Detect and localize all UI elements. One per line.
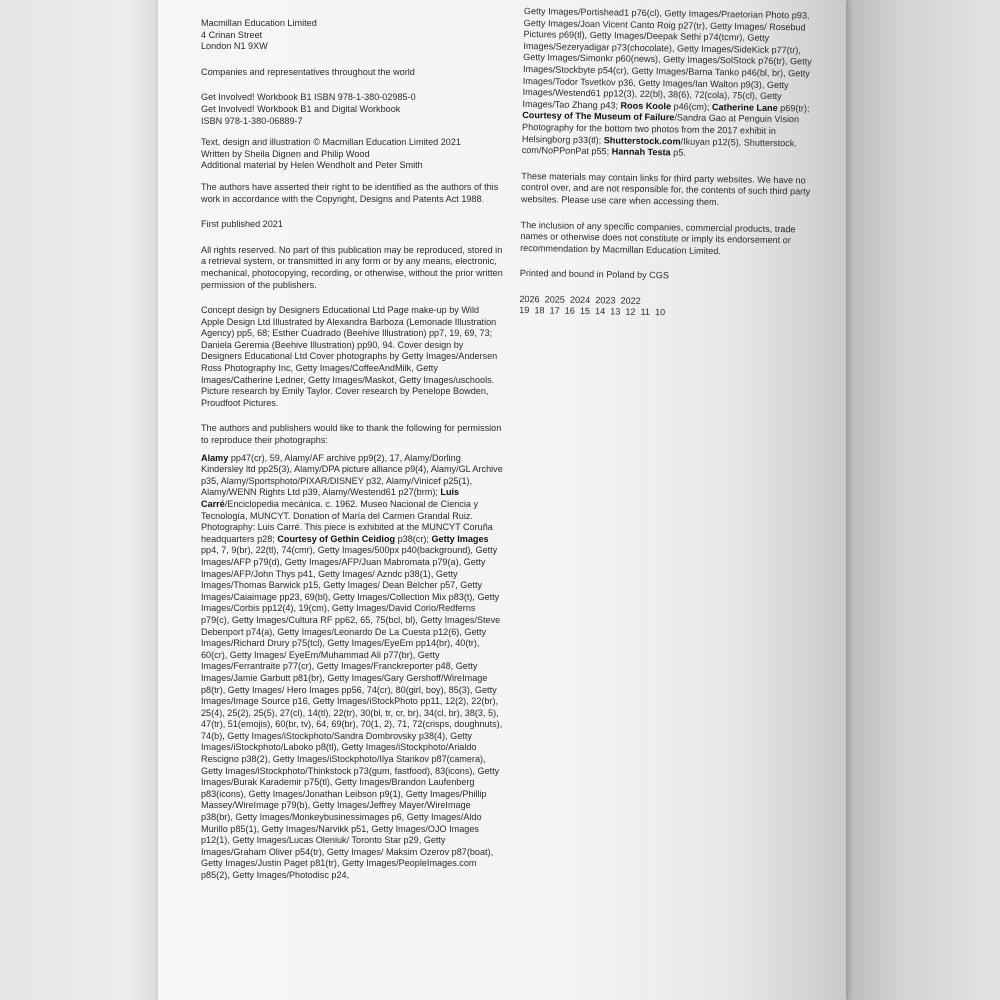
ack-detail: Getty Images/Portishead1 p76(cl), Getty Images/Praetorian Photo p93, Getty Images/Joan Vicent Canto Roig p27(tr), Getty Images/ Rosebud Pictures p69(tl), Getty Images/Deepak Sethi p74(tcmr), Getty Images/Sezeryadigar p73(chocolate), Getty Images/SideKick p77(tr), Getty Images/Simonkr p60(news), Getty Images/SolStock p76(tr), Getty Images/Stockbyte p54(cr), Getty Images/Barna Tanko p46(bl, br), Getty Images/Todor Tsvetkov p36, Getty Images/Ian Walton p9(3), Getty Images/Westend61 pp12(3), 22(bl), 38(6), 72(cola), 75(cl), Getty Images/Tao Zhang p43;: [522, 6, 812, 111]
credits-line: Written by Sheila Dignen and Philip Wood: [201, 148, 370, 159]
ack-source: Courtesy of The Museum of Failure: [522, 110, 675, 123]
ack-source: Catherine Lane: [711, 101, 778, 113]
ack-source: Getty Images: [431, 533, 489, 544]
credits-line: Additional material by Helen Wendholt and Peter Smith: [201, 160, 423, 171]
credits-line: Text, design and illustration © Macmillan Education Limited 2021: [201, 137, 461, 148]
isbn-block: [201, 92, 503, 127]
isbn-line: Get Involved! Workbook B1 ISBN 978-1-380-02985-0: [201, 92, 416, 103]
address-line: 4 Crinan Street: [201, 29, 263, 40]
ack-source: Alamy: [201, 452, 229, 463]
ack-source: Shutterstock.com: [603, 134, 681, 147]
ack-source: Courtesy of Gethin Ceidiog: [277, 533, 396, 544]
authors-rights: The authors have asserted their right to be identified as the authors of this work in accordance with the Copyright, Designs and Patents Act 1988.: [201, 181, 499, 204]
ack-source: Luis Carré: [201, 487, 460, 509]
acknowledgements-left: [201, 453, 503, 882]
first-published: First published 2021: [201, 219, 283, 230]
print-years: 2026 2025 2024 2023 2022: [519, 293, 641, 306]
desk-background-right: [840, 0, 1000, 1000]
desk-background-left: [0, 0, 160, 1000]
ack-detail: /Enciclopedia mecánica. c. 1962. Museo Nacional de Ciencia y Tecnología, MUNCYT. Donation of María del Carmen Grandal Ruiz. Photography: Luis Carré. This piece is exhibited at the MUNCYT Coruña headquarters p28;: [201, 499, 493, 544]
left-column: [201, 18, 503, 892]
ack-detail: p5.: [670, 147, 686, 158]
right-column: [519, 6, 819, 332]
ack-detail: /Sandra Gao at Penguin Vision Photography for the bottom two photos from the 2017 exhibit in Helsingborg p33(tl);: [521, 112, 800, 145]
print-run: [519, 294, 814, 322]
ack-detail: pp47(cr), 59, Alamy/AF archive pp9(2), 17, Alamy/Dorling Kindersley ltd pp25(3), Alamy/DPA picture alliance p9(4), Alamy/GL Archive p35, Alamy/Sportsphoto/PIXAR/DISNEY p32, Alamy/Vinicef p25(1), Alamy/WENN Rights Ltd p39, Alamy/Westend61 p27(brm);: [201, 452, 503, 498]
ack-source: Hannah Testa: [611, 146, 671, 158]
printed-notice: Printed and bound in Poland by CGS: [519, 268, 670, 281]
ack-detail: /Ikuyan p12(5), Shutterstock. com/NoPPonPat p55;: [521, 136, 797, 157]
ack-detail: p69(tr);: [777, 102, 810, 114]
print-numbers: 19 18 17 16 15 14 13 12 11 10: [519, 305, 666, 318]
publisher-address: [201, 18, 503, 53]
ack-detail: p38(cr);: [395, 533, 432, 544]
ack-detail: p46(cm);: [670, 101, 713, 112]
address-line: London N1 9XW: [201, 41, 268, 52]
endorsement-notice: The inclusion of any specific companies, commercial products, trade names or otherwise does not constitute or imply its endorsement or recommendation by Macmillan Education Limited.: [520, 219, 796, 256]
address-line: Macmillan Education Limited: [201, 18, 317, 28]
ack-source: Roos Koole: [620, 100, 672, 112]
design-credits: Concept design by Designers Educational Ltd Page make-up by Wild Apple Design Ltd Illustrated by Alexandra Barboza (Lemonade Illustration Agency) pp5, 68; Esther Cuadrado (Beehive Illustration) pp7, 19, 69, 73; Daniela Geremia (Beehive Illustration) pp90, 94. Cover design by Designers Educational Ltd Cover photographs by Getty Images/Andersen Ross Photography Inc, Getty Images/CoffeeAndMilk, Getty Images/Catherine Ledner, Getty Images/Maskot, Getty Images/uschools. Picture research by Emily Taylor. Cover research by Penelope Bowden, Proudfoot Pictures.: [201, 305, 498, 408]
isbn-line: ISBN 978-1-380-06889-7: [201, 115, 303, 126]
acknowledgements-intro: The authors and publishers would like to thank the following for permission to reproduce their photographs:: [201, 423, 502, 446]
credits-block: [201, 137, 503, 172]
third-party-notice: These materials may contain links for third party websites. We have no control over, and are not responsible for, the contents of such third party websites. Please use care when accessing them.: [520, 170, 811, 207]
acknowledgements-right: [522, 6, 819, 161]
isbn-line: Get Involved! Workbook B1 and Digital Workbook: [201, 103, 401, 114]
ack-detail: pp4, 7, 9(br), 22(tl), 74(cmr), Getty Images/500px p40(background), Getty Images/AFP p79(d), Getty Images/AFP/Juan Mabromata p79(a), Getty Images/AFP/John Thys p41, Getty Images/ Azndc p38(1), Getty Images/Thomas Barwick p15, Getty Images/ Dean Belcher p57, Getty Images/Caiaimage pp23, 69(bl), Getty Images/Collection Mix p83(t), Getty Images/Corbis pp12(4), 19(cm), Getty Images/David Corio/Redferns p79(c), Getty Images/Cultura RF pp62, 65, 75(bcl, bl), Getty Images/Steve Debenport p74(a), Getty Images/Leonardo De La Cuesta p12(6), Getty Images/Richard Drury p75(tcl), Getty Images/EyeEm pp14(br), 40(tr), 60(cr), Getty Images/ EyeEm/Muhammad Ali p77(br), Getty Images/Ferrantraite p77(cr), Getty Images/Franckreporter p48, Getty Images/Jamie Garbutt p81(br), Getty Images/Gary Gershoff/WireImage p8(tr), Getty Images/ Hero Images pp56, 74(cr), 80(girl, boy), 85(3), Getty Images/Image Source p16, Getty Images/iStockPhoto pp11, 12(2), 22(br), 25(4), 25(2), 25(5), 27(cl), 14(tl), 22(tr), 30(bl, tr, cr, br), 34(cl, br), 38(3, 5), 47(tr), 51(emojis), 60(br, tv), 64, 69(br), 70(1, 2), 71, 72(crisps, doughnuts), 74(b), Getty Images/iStockphoto/Sandra Dombrovsky p38(4), Getty Images/iStockphoto/Laboko p8(tl), Getty Images/iStockphoto/Arialdo Rescigno p38(2), Getty Images/iStockphoto/Ilya Starikov p87(camera), Getty Images/iStockphoto/Thinkstock p73(gum, fastfood), 83(icons), Getty Images/Burak Karademir p75(tl), Getty Images/Brandon Laufenberg p83(icons), Getty Images/Jonathan Leibson p9(1), Getty Images/Phillip Massey/WireImage p79(b), Getty Images/Jeffrey Mayer/WireImage p38(br), Getty Images/Monkeybusinessimages p6, Getty Images/Aldo Murillo p85(1), Getty Images/Narvikk p51, Getty Images/OJO Images p12(1), Getty Images/Lucas Oleniuk/ Toronto Star p29, Getty Images/Graham Oliver p54(tr), Getty Images/ Maksim Ozerov p87(boat), Getty Images/Justin Paget p81(tr), Getty Images/PeopleImages.com p85(2), Getty Images/Photodisc p24,: [201, 545, 503, 880]
companies-line: Companies and representatives throughout the world: [201, 66, 415, 77]
rights-reserved: All rights reserved. No part of this publication may be reproduced, stored in a retrieval system, or transmitted in any form or by any means, electronic, mechanical, photocopying, recording, or otherwise, without the prior written permission of the publishers.: [201, 244, 503, 290]
